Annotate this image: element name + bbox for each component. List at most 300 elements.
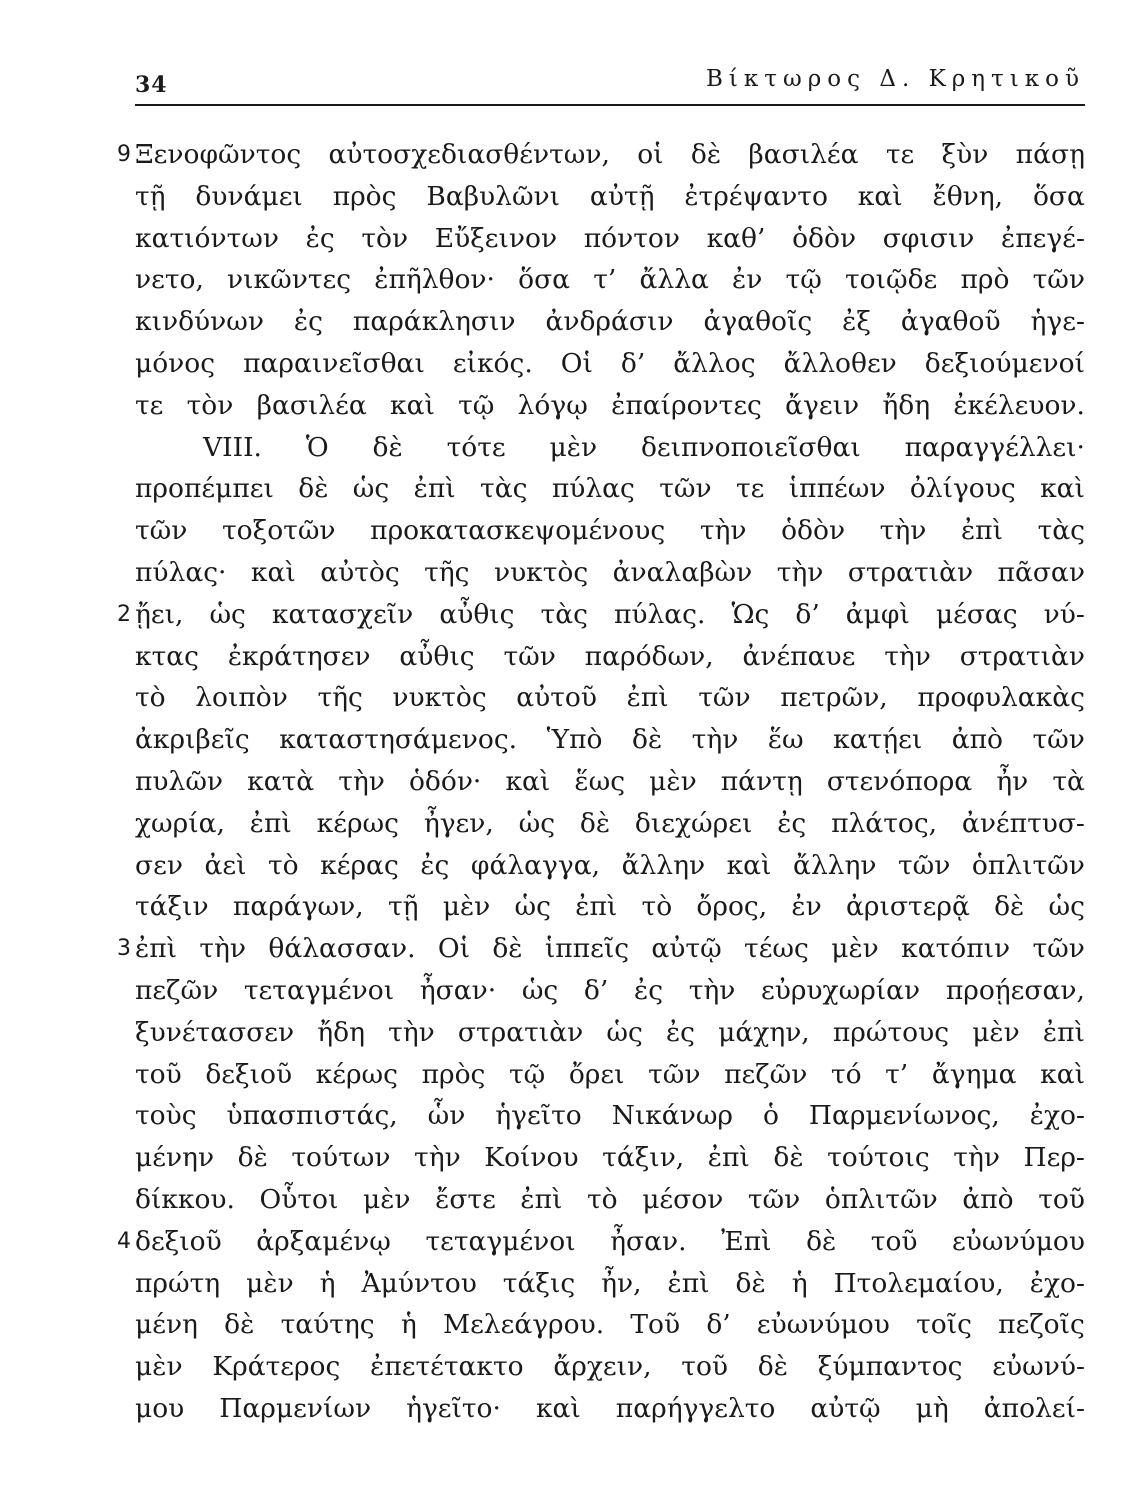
word: παρήγγελτο (615, 1392, 776, 1424)
word: στρατιὰν (847, 556, 974, 588)
word: αὐτῇ (589, 180, 655, 212)
word: ἀνδράσιν (545, 306, 674, 338)
word: Βαβυλῶνι (426, 180, 561, 212)
word: ἐπαίροντες (611, 389, 762, 421)
word: μὴ (915, 1392, 949, 1424)
word: ἐτρέψαντο (684, 180, 828, 212)
word: VIII. (203, 431, 262, 463)
word: καὶ (535, 1392, 581, 1424)
section-number: 2 (117, 601, 131, 627)
word: ὀλίγους (909, 473, 1016, 505)
text-line (135, 343, 1085, 385)
word: μέσον (642, 1183, 724, 1215)
word: ἀπὸ (951, 724, 1004, 756)
word: δειπνοποιεῖσθαι (640, 431, 861, 463)
word: καθ’ (706, 222, 766, 254)
word: ὄρει (568, 1058, 625, 1090)
word: κέρας (320, 849, 399, 881)
word: τὰς (540, 598, 588, 630)
word: πάσῃ (1015, 139, 1085, 170)
section-number: 4 (117, 1228, 131, 1254)
word: ἀνέπτυσ- (961, 807, 1085, 839)
word: ξυνέτασσεν (135, 1016, 295, 1048)
word: ἦγεν, (423, 807, 494, 839)
text-line (135, 427, 1085, 469)
word: ἕω (767, 724, 804, 756)
word: μὲν (831, 933, 879, 965)
word: ἦν, (601, 1267, 642, 1299)
word: ξὺν (941, 139, 989, 170)
word: ἐπὶ (135, 933, 178, 965)
word: δεξιούμενοί (924, 347, 1085, 379)
word: καὶ (1040, 1058, 1085, 1090)
word: ἐς (420, 849, 450, 881)
word: πετρῶν, (780, 682, 888, 714)
word: αὐτοσχεδιασθέντων, (328, 139, 610, 170)
word: στρατιὰν (959, 640, 1085, 672)
word: μένη (135, 1309, 198, 1341)
word: τοῦ (1038, 1183, 1085, 1215)
section-number: 9 (117, 142, 131, 167)
word: ἐπὶ (960, 515, 1003, 547)
word: ἄγημα (931, 1058, 1017, 1090)
word: κέρως (315, 1058, 398, 1090)
word: μου (135, 1392, 185, 1424)
word: ὡς (606, 1016, 643, 1048)
word: πρὸς (421, 1058, 486, 1090)
word: πρώτη (135, 1267, 221, 1299)
word: ἀνέπαυε (742, 640, 856, 672)
text-line (135, 677, 1085, 719)
word: λοιπὸν (195, 682, 288, 714)
text-line (117, 594, 1085, 636)
word: ἡ (400, 1309, 417, 1341)
word: εὐωνύμου (952, 1225, 1085, 1257)
word: τῶν (659, 473, 712, 505)
word: λόγῳ (517, 389, 588, 421)
word: κατῄει (833, 724, 923, 756)
word: Περ- (1023, 1142, 1085, 1174)
word: ἐξ (842, 306, 871, 338)
word: τὴν (691, 724, 739, 756)
word: πυλῶν (135, 765, 224, 797)
word: τὰς (1037, 515, 1085, 547)
word: Εὔξεινον (434, 222, 558, 254)
word: ἀριστερᾷ (846, 891, 970, 923)
word: Ὁ (305, 431, 329, 463)
word: ἐπὶ (667, 1267, 710, 1299)
word: δ’ (620, 347, 646, 379)
word: τῶν (747, 1183, 801, 1215)
word: ἄλλος (673, 347, 756, 379)
word: δὲ (994, 891, 1025, 923)
text-line (135, 1263, 1085, 1305)
text-line (135, 886, 1085, 928)
word: πύλας (551, 473, 635, 505)
word: ἔθνη, (932, 180, 1004, 212)
word: τῶν (135, 515, 188, 547)
word: ἐπὶ (626, 682, 669, 714)
word: δὲ (757, 1351, 788, 1383)
word: μὲν (362, 1183, 411, 1215)
word: ξύμπαντος (817, 1351, 963, 1383)
word: καὶ (857, 180, 903, 212)
word: δὲ (632, 724, 663, 756)
text-line (135, 970, 1085, 1012)
word: ἡγεῖτο· (406, 1392, 501, 1424)
word: ἔστε (435, 1183, 496, 1215)
text-line (135, 259, 1085, 301)
word: ἀπὸ (962, 1183, 1014, 1215)
text-line (135, 1304, 1085, 1346)
word: ἐπετέτακτο (370, 1351, 524, 1383)
word: εὐωνύμου (756, 1309, 890, 1341)
word: ὡς (1048, 891, 1085, 923)
word: Τοῦ (630, 1309, 681, 1341)
page-header (135, 66, 1085, 102)
word: καὶ (250, 556, 296, 588)
word: παραγγέλλει· (904, 431, 1085, 463)
word: δεξιοῦ (205, 1058, 293, 1090)
word: πρώτους (832, 1016, 950, 1048)
word: κτας (135, 640, 199, 672)
word: τὸ (135, 682, 166, 714)
word: δὲ (492, 933, 523, 965)
word: δὲ (806, 1225, 837, 1257)
word: ἦσαν. (610, 1225, 687, 1257)
word: τε (885, 139, 915, 170)
word: πάντῃ (720, 765, 803, 797)
word: τοῦ (135, 1058, 182, 1090)
word: εἰκός. (452, 347, 533, 379)
word: τούτοις (827, 1142, 930, 1174)
word: ἐχο- (1029, 1267, 1085, 1299)
word: τῶν (898, 849, 951, 881)
word: νετο, (135, 264, 204, 296)
word: ἕως (574, 765, 626, 797)
word: τὴν (199, 933, 247, 965)
word: ἄλλοθεν (783, 347, 897, 379)
word: ἤδη (882, 389, 931, 421)
word: τὴν (414, 1142, 461, 1174)
word: κατὰ (247, 765, 315, 797)
word: ὡς (209, 598, 246, 630)
word: πεζῶν (724, 1058, 808, 1090)
word: μένην (135, 1142, 215, 1174)
word: πρὸς (332, 180, 397, 212)
word: μὲν (549, 431, 598, 463)
word: Μελεάγρου. (442, 1309, 605, 1341)
word: αὐτοῦ (516, 682, 597, 714)
page-number: 34 (135, 72, 168, 98)
word: νυκτὸς (493, 556, 589, 588)
word: ἀγαθοῖς (703, 306, 813, 338)
word: τὸν (186, 389, 234, 421)
word: θάλασσαν. (268, 933, 416, 965)
word: ὁ (762, 1100, 779, 1132)
word: ὧν (427, 1100, 466, 1132)
word: ὑπασπιστάς, (226, 1100, 398, 1132)
word: προπέμπει (135, 473, 274, 505)
word: ἐπὶ (707, 1142, 750, 1174)
word: τῶν (1032, 264, 1085, 296)
word: παράγων, (232, 891, 364, 923)
word: τοῦ (870, 1225, 918, 1257)
word: καὶ (726, 849, 772, 881)
word: Παρμενίωνος, (808, 1100, 1000, 1132)
word: πλάτος, (831, 807, 938, 839)
word: τότε (446, 431, 506, 463)
word: τὸν (361, 222, 409, 254)
word: τάξις (502, 1267, 576, 1299)
word: καὶ (390, 389, 435, 421)
text-line (135, 1388, 1085, 1430)
word: ὁδὸν (792, 222, 857, 254)
word: ἐπὶ (413, 473, 456, 505)
word: βασιλέα (748, 139, 859, 170)
word: δὲ (735, 1267, 766, 1299)
word: εὐωνύ- (992, 1351, 1085, 1383)
word: τῶν (698, 682, 751, 714)
word: τὰ (1052, 765, 1085, 797)
word: αὐτῷ (810, 1392, 881, 1424)
word: μὲν (649, 765, 697, 797)
word: ἡ (791, 1267, 808, 1299)
word: ἐς (777, 807, 807, 839)
word: χωρία, (135, 807, 225, 839)
word: αὖθις (439, 598, 515, 630)
word: ὁπλιτῶν (824, 1183, 938, 1215)
word: ἐκέλευον. (953, 389, 1085, 421)
word: πεζῶν (135, 974, 219, 1006)
word: ἐς (293, 306, 323, 338)
text-line (135, 510, 1085, 552)
word: τὴν (688, 974, 736, 1006)
text-line (135, 385, 1085, 427)
word: ἐπὶ (575, 891, 618, 923)
word: πύλας· (135, 556, 227, 588)
word: Ὑπὸ (546, 724, 603, 756)
text-body (117, 134, 1085, 1430)
word: ἀναλαβὼν (612, 556, 753, 588)
word: ᾔει, (135, 598, 184, 630)
text-line (135, 552, 1085, 594)
word: ἐπὶ (520, 1183, 563, 1215)
word: τοιῷδε (844, 264, 938, 296)
word: ἀρξαμένῳ (256, 1225, 391, 1257)
word: κέρως (316, 807, 399, 839)
word: τῷ (458, 389, 495, 421)
word: ὡς (352, 473, 390, 505)
word: τέως (744, 933, 809, 965)
word: δὲ (298, 473, 329, 505)
word: τὴν (699, 515, 747, 547)
word: ἡγεῖτο (495, 1100, 582, 1132)
word: τοξοτῶν (222, 515, 336, 547)
word: τάξιν, (602, 1142, 685, 1174)
word: δυνάμει (195, 180, 303, 212)
word: παραινεῖσθαι (243, 347, 425, 379)
header-rule (135, 104, 1085, 106)
word: δὲ (372, 431, 403, 463)
word: δεξιοῦ (135, 1225, 222, 1257)
word: κατόπιν (901, 933, 1011, 965)
word: ἐς (633, 974, 664, 1006)
word: νύ- (1043, 598, 1085, 630)
word: φάλαγγα, (470, 849, 601, 881)
word: τὴν (776, 556, 824, 588)
word: τε (736, 473, 765, 505)
word: τάξιν (135, 891, 209, 923)
word: καταστησάμενος. (279, 724, 518, 756)
word: ἄλλην (792, 849, 877, 881)
word: ἐς (665, 1016, 695, 1048)
word: Οἱ (437, 933, 470, 965)
word: ἀκριβεῖς (135, 724, 250, 756)
word: τῆς (317, 682, 363, 714)
word: ἀμφὶ (845, 598, 910, 630)
word: μὲν (246, 1267, 294, 1299)
word: πόντον (583, 222, 680, 254)
word: δὲ (773, 1142, 804, 1174)
word: ἄλλα (639, 264, 709, 296)
text-line (135, 1137, 1085, 1179)
word: ἐπῆλθον· (374, 264, 495, 296)
word: ἦσαν· (419, 974, 497, 1006)
word: πεζοῖς (998, 1309, 1085, 1341)
word: μόνος (135, 347, 216, 379)
word: ὅσα (518, 264, 571, 296)
word: ἐχο- (1029, 1100, 1085, 1132)
word: ἐν (732, 264, 763, 296)
word: ἐπὶ (1042, 1016, 1085, 1048)
text-line (135, 1179, 1085, 1221)
running-head: Βίκτωρος Δ. Κρητικοῦ (706, 66, 1085, 92)
word: τεταγμένοι (425, 1225, 576, 1257)
word: ἀπολεί- (983, 1392, 1085, 1424)
word: κατιόντων (135, 222, 279, 254)
text-line (135, 803, 1085, 845)
word: βασιλέα (256, 389, 367, 421)
word: ὡς (514, 891, 551, 923)
word: ἡγε- (1030, 306, 1085, 338)
text-line (135, 1012, 1085, 1054)
word: Ξενοφῶντος (135, 139, 302, 170)
word: Ὡς (731, 598, 770, 630)
word: Ἀμύντου (361, 1267, 477, 1299)
word: ἐπεγέ- (1001, 222, 1085, 254)
word: προφυλακὰς (917, 682, 1085, 714)
word: τὴν (953, 1142, 1000, 1174)
word: στενόπορα (826, 765, 973, 797)
word: καὶ (1040, 473, 1085, 505)
word: πᾶσαν (997, 556, 1085, 588)
word: τὰς (480, 473, 528, 505)
word: ἄλλην (621, 849, 706, 881)
word: δὲ (690, 139, 722, 170)
text-line (135, 218, 1085, 260)
word: κινδύνων (135, 306, 264, 338)
word: Ἐπὶ (721, 1225, 772, 1257)
word: τῷ (785, 264, 822, 296)
word: αὐτὸς (320, 556, 400, 588)
word: τῇ (387, 891, 419, 923)
word: τοῖς (916, 1309, 972, 1341)
word: μὲν (135, 1351, 183, 1383)
text-line (135, 636, 1085, 678)
word: τὴν (879, 515, 927, 547)
word: ἡ (319, 1267, 336, 1299)
text-line (135, 176, 1085, 218)
word: ἱππέων (788, 473, 886, 505)
word: ἱππεῖς (544, 933, 630, 965)
word: τοῦ (681, 1351, 729, 1383)
word: Οἱ (560, 347, 593, 379)
word: ἄρχειν, (553, 1351, 652, 1383)
word: ὅσα (1032, 180, 1085, 212)
word: κατασχεῖν (271, 598, 414, 630)
word: ταύτης (280, 1309, 375, 1341)
word: τεταγμένοι (243, 974, 395, 1006)
word: ἄγειν (785, 389, 860, 421)
word: ἐπὶ (249, 807, 292, 839)
word: προκατασκεψομένους (370, 515, 666, 547)
word: δὲ (579, 807, 611, 839)
word: δὲ (224, 1309, 255, 1341)
word: ἐν (791, 891, 822, 923)
word: παρόδων, (584, 640, 714, 672)
word: ὁδόν· (408, 765, 482, 797)
word: ὄρος, (696, 891, 768, 923)
text-line (135, 1346, 1085, 1388)
word: μὲν (972, 1016, 1020, 1048)
word: δὲ (237, 1142, 268, 1174)
word: τὸ (268, 849, 299, 881)
word: Νικάνωρ (611, 1100, 734, 1132)
word: τῇ (135, 180, 166, 212)
word: τ’ (885, 1058, 909, 1090)
word: σεν (135, 849, 183, 881)
word: τὴν (388, 1016, 435, 1048)
word: οἱ (637, 139, 664, 170)
word: μάχην, (718, 1016, 810, 1048)
word: πύλας. (613, 598, 706, 630)
text-line (117, 1221, 1085, 1263)
word: ἐς (305, 222, 335, 254)
word: Παρμενίων (219, 1392, 372, 1424)
word: αὖθις (399, 640, 475, 672)
text-line (135, 761, 1085, 803)
word: δίκκου. (135, 1183, 235, 1215)
word: ἀγαθοῦ (900, 306, 1001, 338)
word: πρὸ (960, 264, 1010, 296)
word: ἀεὶ (204, 849, 247, 881)
word: σφισιν (882, 222, 975, 254)
word: ὁδὸν (781, 515, 846, 547)
word: ἦν (996, 765, 1029, 797)
word: δ’ (795, 598, 820, 630)
word: νυκτὸς (392, 682, 487, 714)
word: ὡς (518, 807, 556, 839)
word: τό (830, 1058, 862, 1090)
text-line (135, 468, 1085, 510)
word: παράκλησιν (352, 306, 516, 338)
word: τὸ (641, 891, 673, 923)
word: τ’ (593, 264, 617, 296)
word: Πτολεμαίου, (833, 1267, 1004, 1299)
word: μὲν (442, 891, 491, 923)
word: τε (135, 389, 164, 421)
